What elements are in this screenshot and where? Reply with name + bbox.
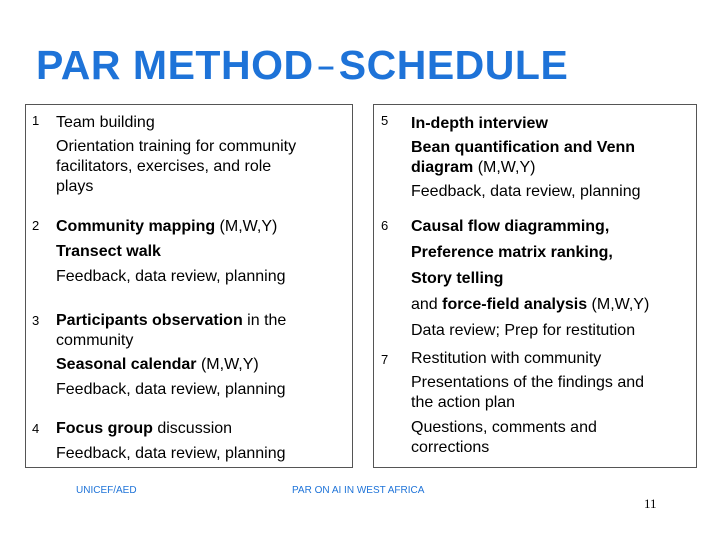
line <box>411 373 693 393</box>
text-run: Team building <box>56 114 155 131</box>
bold-term: Focus group <box>56 420 153 437</box>
line <box>56 311 348 331</box>
title-main: PAR METHOD <box>36 42 314 88</box>
bold-term: Bean quantification and Venn <box>411 139 636 156</box>
step-4-text <box>56 418 348 465</box>
footer-organization: UNICEF/AED <box>76 485 137 496</box>
page-number: 11 <box>644 496 657 511</box>
slide-title <box>36 42 568 89</box>
bold-term: Seasonal calendar <box>56 356 197 373</box>
step-2-text <box>56 216 348 288</box>
line <box>411 393 693 413</box>
text-run: discussion <box>152 420 233 437</box>
bold-term: diagram <box>411 159 474 176</box>
line <box>56 157 348 177</box>
line <box>411 242 693 264</box>
text-run: (M,W,Y) <box>215 218 278 235</box>
text-run: Restitution with community <box>411 350 602 367</box>
text-run: community <box>56 332 134 349</box>
text-run: (M,W,Y) <box>196 356 259 373</box>
step-3-number: 3 <box>32 313 40 328</box>
line <box>411 438 693 458</box>
step-3-text <box>56 311 348 401</box>
text-run: Feedback, data review, planning <box>56 445 286 462</box>
line <box>56 379 348 401</box>
line <box>411 113 693 135</box>
line <box>56 137 348 157</box>
line <box>411 320 693 342</box>
text-run: the action plan <box>411 394 516 411</box>
step-1-text <box>56 112 348 197</box>
title-sub: SCHEDULE <box>338 42 569 88</box>
right-schedule-box <box>373 104 697 468</box>
step-1-number: 1 <box>32 113 40 128</box>
title-dash: – <box>317 50 335 83</box>
text-run: and <box>411 296 443 313</box>
text-run: (M,W,Y) <box>587 296 650 313</box>
bold-term: Story telling <box>411 270 504 287</box>
line <box>56 443 348 465</box>
text-run: plays <box>56 178 94 195</box>
bold-term: Causal flow diagramming, <box>411 218 610 235</box>
line <box>411 138 693 158</box>
line <box>56 266 348 288</box>
step-5-number: 5 <box>381 113 389 128</box>
bold-term: Community mapping <box>56 218 216 235</box>
line <box>56 241 348 263</box>
line <box>56 177 348 197</box>
line <box>56 354 348 376</box>
bold-term: Preference matrix ranking, <box>411 244 613 261</box>
bold-term: Transect walk <box>56 243 161 260</box>
text-run: corrections <box>411 439 490 456</box>
text-run: Feedback, data review, planning <box>411 183 641 200</box>
line <box>56 216 348 238</box>
line <box>411 216 693 238</box>
line <box>411 348 693 370</box>
text-run: (M,W,Y) <box>473 159 536 176</box>
line <box>56 112 348 134</box>
step-6-text <box>411 216 693 342</box>
step-5-text <box>411 113 693 203</box>
line <box>411 158 693 178</box>
bold-term: In-depth interview <box>411 115 548 132</box>
line <box>411 294 693 316</box>
text-run: Feedback, data review, planning <box>56 268 286 285</box>
text-run: Orientation training for community <box>56 138 297 155</box>
text-run: Data review; Prep for restitution <box>411 322 636 339</box>
step-7-text <box>411 348 693 458</box>
text-run: in the <box>242 312 287 329</box>
line <box>56 418 348 440</box>
text-run: Presentations of the findings and <box>411 374 645 391</box>
text-run: Feedback, data review, planning <box>56 381 286 398</box>
step-6-number: 6 <box>381 218 389 233</box>
text-run: facilitators, exercises, and role <box>56 158 272 175</box>
line <box>411 268 693 290</box>
line <box>56 331 348 351</box>
footer-project: PAR ON AI IN WEST AFRICA <box>292 485 425 496</box>
line <box>411 418 693 438</box>
bold-term: Participants observation <box>56 312 243 329</box>
left-schedule-box <box>25 104 353 468</box>
step-2-number: 2 <box>32 218 40 233</box>
step-4-number: 4 <box>32 421 40 436</box>
text-run: Questions, comments and <box>411 419 597 436</box>
bold-term: force-field analysis <box>442 296 588 313</box>
line <box>411 181 693 203</box>
step-7-number: 7 <box>381 352 389 367</box>
